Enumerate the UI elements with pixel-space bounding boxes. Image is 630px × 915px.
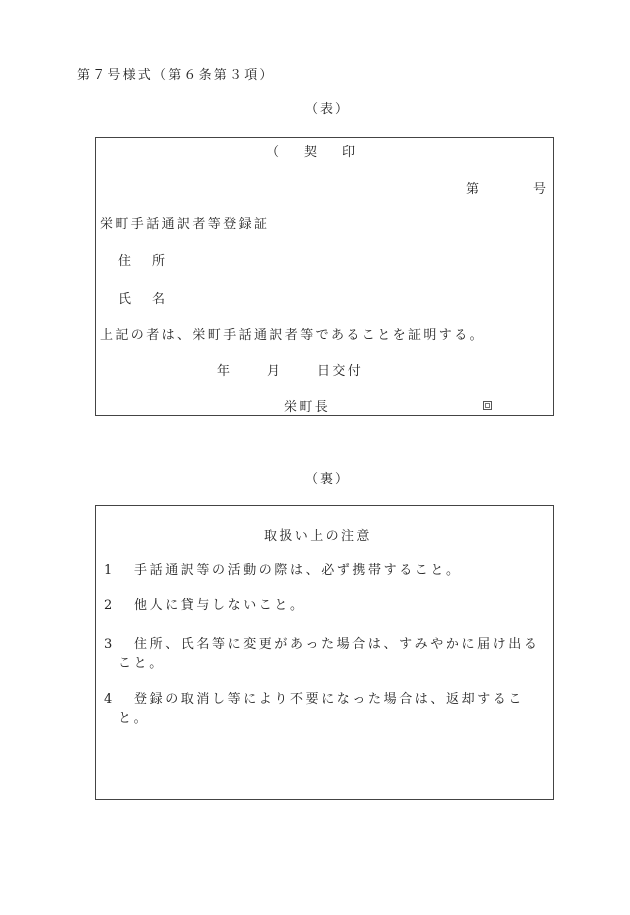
address-label: 住 所 (118, 254, 170, 269)
note-number: 3 (104, 637, 113, 652)
note-number: 2 (104, 598, 113, 613)
date-year-label: 年 (217, 364, 233, 379)
seal-note: （ 契 印 (266, 145, 362, 160)
form-title: 第７号様式（第６条第３項） (77, 68, 275, 83)
certification-text: 上記の者は、栄町手話通訳者等であることを証明する。 (100, 328, 486, 343)
note-text: 他人に貸与しないこと。 (134, 598, 306, 613)
name-label: 氏 名 (118, 292, 170, 307)
note-text: 登録の取消し等により不要になった場合は、返却すること。 (118, 692, 525, 726)
card-front (95, 137, 554, 416)
date-day-issue-label: 日交付 (317, 364, 364, 379)
number-prefix: 第 (466, 182, 482, 197)
seal-icon (483, 401, 492, 410)
front-side-label: （表） (305, 102, 351, 117)
note-number: 1 (104, 563, 113, 578)
number-suffix: 号 (533, 182, 549, 197)
card-back (95, 505, 554, 800)
note-text: 手話通訳等の活動の際は、必ず携帯すること。 (134, 563, 462, 578)
date-month-label: 月 (267, 364, 283, 379)
issuer-label: 栄町長 (284, 400, 331, 415)
back-side-label: （裏） (305, 472, 351, 487)
note-number: 4 (104, 692, 113, 707)
note-text: 住所、氏名等に変更があった場合は、すみやかに届け出ること。 (118, 637, 540, 671)
notes-heading: 取扱い上の注意 (264, 529, 372, 544)
card-title: 栄町手話通訳者等登録証 (100, 217, 270, 232)
